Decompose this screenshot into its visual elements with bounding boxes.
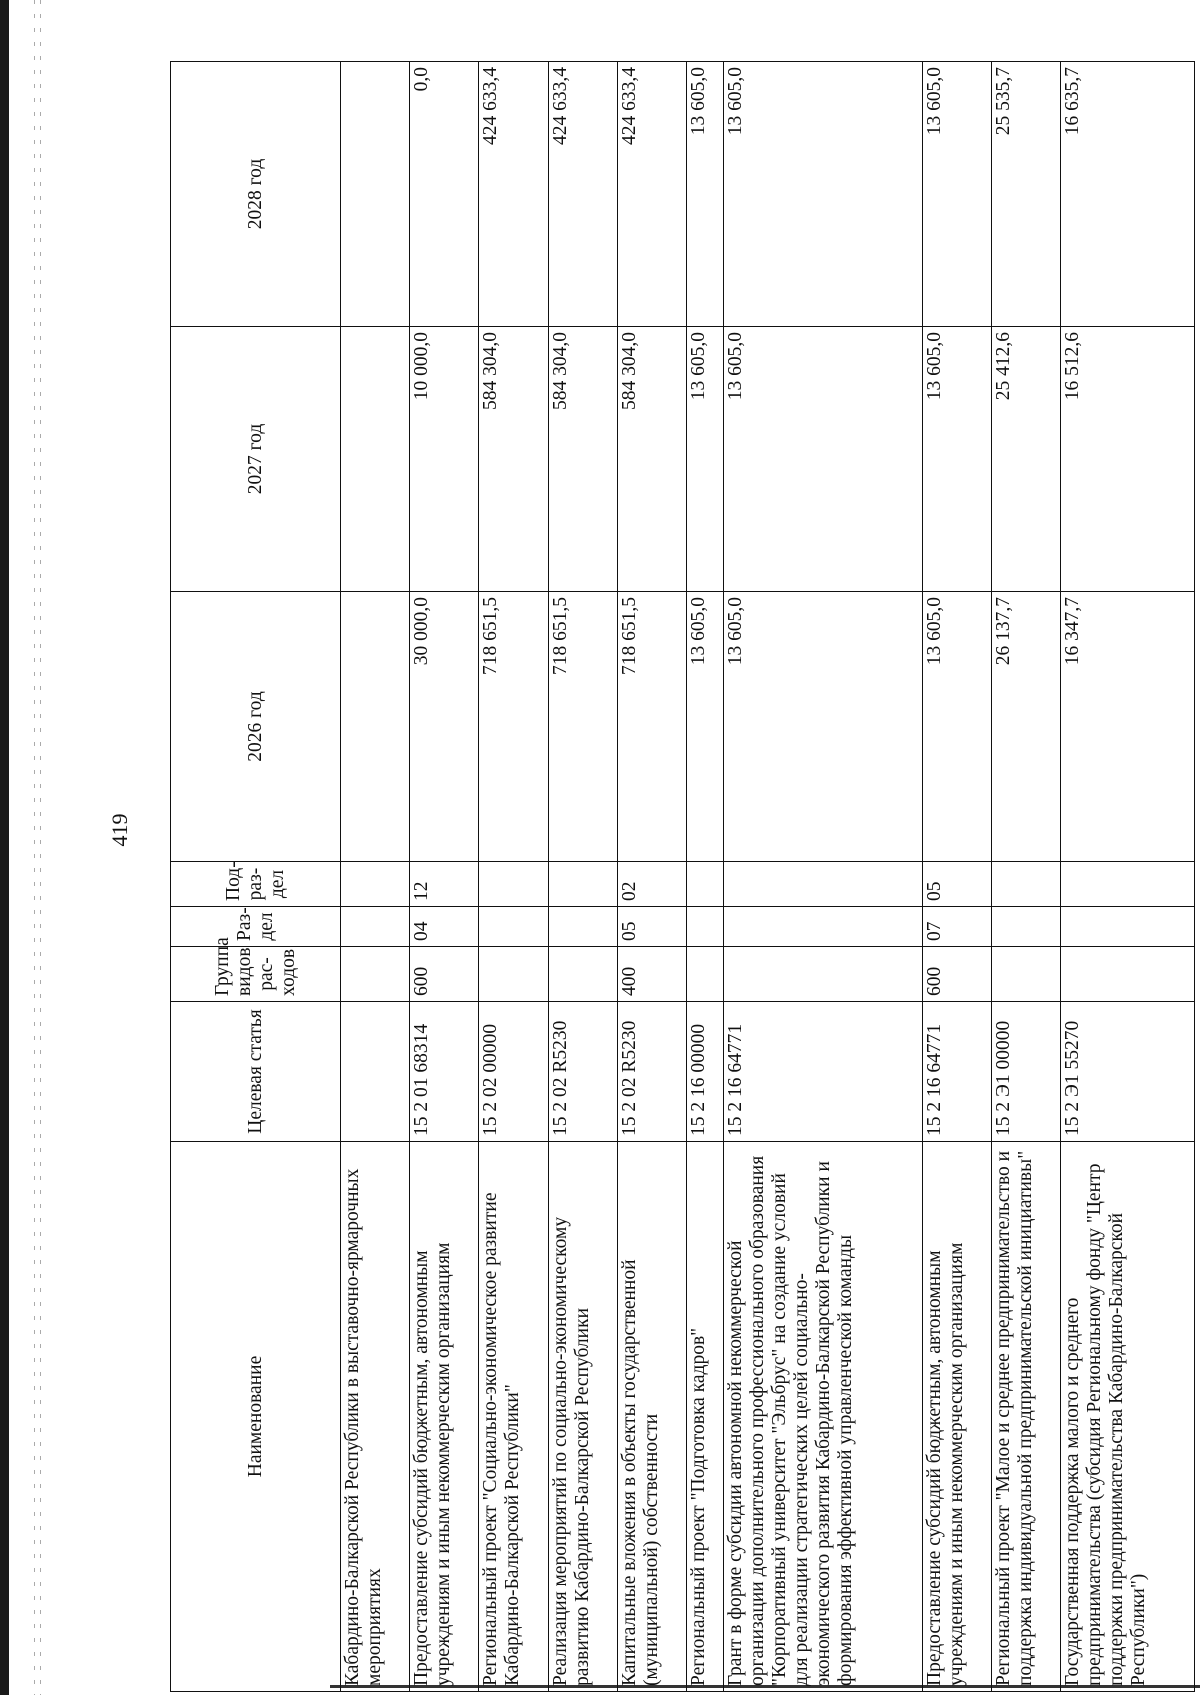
cell-subsection: 05 (922, 862, 991, 907)
cell-name: Государственная поддержка малого и среднего предпринимательства (субсидия Региональному фонду "Центр поддержки предпринимательства Кабардино-Балкарской Республики") (1060, 1142, 1194, 1692)
rotated-page-content (170, 62, 1195, 1692)
cell-2026: 13 605,0 (687, 592, 724, 862)
cell-2026: 26 137,7 (991, 592, 1060, 862)
table-row (922, 62, 991, 1692)
cell-target-article: 15 2 16 64771 (922, 1002, 991, 1142)
cell-subsection: 02 (617, 862, 686, 907)
cell-2028: 424 633,4 (617, 62, 686, 327)
table-row (617, 62, 686, 1692)
table-header-row (171, 62, 341, 1692)
cell-target-article: 15 2 16 64771 (723, 1002, 922, 1142)
cell-2028: 25 535,7 (991, 62, 1060, 327)
scan-artifact-line (40, 0, 41, 1695)
cell-target-article: 15 2 02 R5230 (548, 1002, 617, 1142)
table-row (723, 62, 922, 1692)
cell-2026: 718 651,5 (479, 592, 548, 862)
cell-2026: 13 605,0 (922, 592, 991, 862)
cell-2027: 584 304,0 (479, 327, 548, 592)
scan-edge-left (0, 0, 9, 1695)
cell-target-article: 15 2 02 00000 (479, 1002, 548, 1142)
cell-target-article: 15 2 01 68314 (410, 1002, 479, 1142)
cell-2028: 424 633,4 (479, 62, 548, 327)
cell-target-article (341, 1002, 410, 1142)
cell-name: Региональный проект "Подготовка кадров" (687, 1142, 724, 1692)
cell-2026: 718 651,5 (548, 592, 617, 862)
cell-section (479, 907, 548, 947)
cell-2026: 718 651,5 (617, 592, 686, 862)
cell-expense-group (341, 947, 410, 1002)
table-row (341, 62, 410, 1692)
cell-name: Региональный проект "Малое и среднее предпринимательство и поддержка индивидуальной предпринимательской инициативы" (991, 1142, 1060, 1692)
cell-expense-group (723, 947, 922, 1002)
header-2027: 2027 год (171, 327, 341, 592)
cell-name: Реализация мероприятий по социально-экономическому развитию Кабардино-Балкарской Республики (548, 1142, 617, 1692)
header-expense-group: Группа видов рас-ходов (171, 947, 341, 1002)
cell-expense-group (548, 947, 617, 1002)
cell-2027: 584 304,0 (548, 327, 617, 592)
cell-2027: 13 605,0 (723, 327, 922, 592)
cell-name: Предоставление субсидий бюджетным, автономным учреждениям и иным некоммерческим организациям (410, 1142, 479, 1692)
cell-name: Кабардино-Балкарской Республики в выставочно-ярмарочных мероприятиях (341, 1142, 410, 1692)
table-row (479, 62, 548, 1692)
cell-section (687, 907, 724, 947)
cell-2027: 13 605,0 (922, 327, 991, 592)
cell-2026: 30 000,0 (410, 592, 479, 862)
cell-2027: 10 000,0 (410, 327, 479, 592)
cell-target-article: 15 2 Э1 55270 (1060, 1002, 1194, 1142)
cell-section: 05 (617, 907, 686, 947)
cell-2028: 13 605,0 (687, 62, 724, 327)
cell-target-article: 15 2 02 R5230 (617, 1002, 686, 1142)
table-row (410, 62, 479, 1692)
table-row (991, 62, 1060, 1692)
cell-section (341, 907, 410, 947)
header-target-article: Целевая статья (171, 1002, 341, 1142)
cell-2027: 584 304,0 (617, 327, 686, 592)
cell-section (1060, 907, 1194, 947)
cell-2027: 25 412,6 (991, 327, 1060, 592)
cell-2028: 424 633,4 (548, 62, 617, 327)
cell-2026: 16 347,7 (1060, 592, 1194, 862)
cell-name: Региональный проект "Социально-экономическое развитие Кабардино-Балкарской Республики" (479, 1142, 548, 1692)
cell-2028: 16 635,7 (1060, 62, 1194, 327)
header-section: Раз-дел (171, 907, 341, 947)
cell-name: Капитальные вложения в объекты государственной (муниципальной) собственности (617, 1142, 686, 1692)
table-row (1060, 62, 1194, 1692)
cell-section (991, 907, 1060, 947)
cell-section: 04 (410, 907, 479, 947)
cell-2027 (341, 327, 410, 592)
cell-subsection (548, 862, 617, 907)
cell-2028 (341, 62, 410, 327)
cell-section (548, 907, 617, 947)
cell-expense-group: 600 (922, 947, 991, 1002)
cell-subsection: 12 (410, 862, 479, 907)
cell-expense-group (687, 947, 724, 1002)
cell-expense-group: 600 (410, 947, 479, 1002)
cell-subsection (1060, 862, 1194, 907)
page-number: 419 (107, 813, 132, 847)
cell-target-article: 15 2 Э1 00000 (991, 1002, 1060, 1142)
cell-section: 07 (922, 907, 991, 947)
cell-2026 (341, 592, 410, 862)
cell-2027: 13 605,0 (687, 327, 724, 592)
header-2028: 2028 год (171, 62, 341, 327)
cell-expense-group (991, 947, 1060, 1002)
cell-2026: 13 605,0 (723, 592, 922, 862)
cell-subsection (341, 862, 410, 907)
cell-name: Грант в форме субсидии автономной некоммерческой организации дополнительного профессионального образования "Корпоративный университет "Эльбрус" на создание условий для реализации стратегических целей социально-экономического развития Кабардино-Балкарской Республики и формирования эффективной управленческой команды (723, 1142, 922, 1692)
cell-expense-group (1060, 947, 1194, 1002)
cell-subsection (723, 862, 922, 907)
header-name: Наименование (171, 1142, 341, 1692)
cell-subsection (687, 862, 724, 907)
cell-expense-group (479, 947, 548, 1002)
cell-subsection (479, 862, 548, 907)
header-2026: 2026 год (171, 592, 341, 862)
cell-target-article: 15 2 16 00000 (687, 1002, 724, 1142)
budget-table (170, 61, 1195, 1692)
cell-expense-group: 400 (617, 947, 686, 1002)
cell-subsection (991, 862, 1060, 907)
header-subsection: Под-раз-дел (171, 862, 341, 907)
cell-section (723, 907, 922, 947)
table-row (687, 62, 724, 1692)
cell-2028: 0,0 (410, 62, 479, 327)
cell-2028: 13 605,0 (723, 62, 922, 327)
table-row (548, 62, 617, 1692)
cell-name: Предоставление субсидий бюджетным, автономным учреждениям и иным некоммерческим организациям (922, 1142, 991, 1692)
cell-2027: 16 512,6 (1060, 327, 1194, 592)
cell-2028: 13 605,0 (922, 62, 991, 327)
scan-artifact-line (34, 0, 35, 1695)
